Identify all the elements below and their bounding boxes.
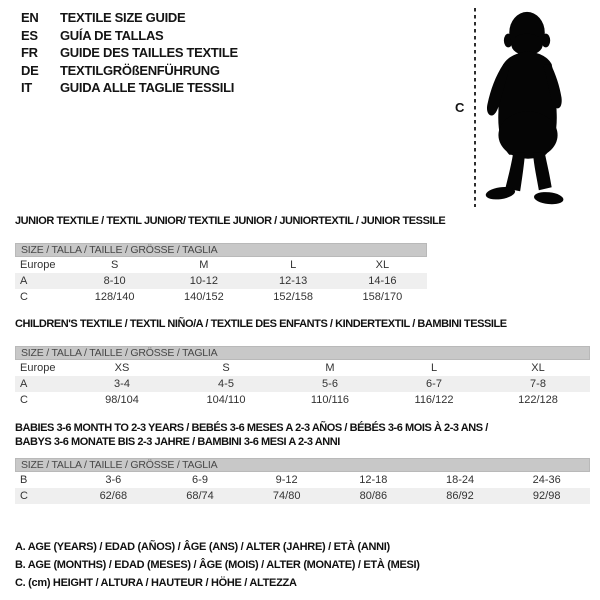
language-code: ES <box>21 27 38 43</box>
age-cell: 12-13 <box>279 275 308 287</box>
table-row-height <box>15 392 590 408</box>
table-row-europe <box>15 257 427 273</box>
table-row-height <box>15 289 427 305</box>
age-cell: 3-6 <box>105 474 122 486</box>
size-cell: L <box>430 362 438 374</box>
size-cell: XL <box>531 362 545 374</box>
table-title: JUNIOR TEXTILE / TEXTIL JUNIOR/ TEXTILE JUNIOR / JUNIORTEXTIL / JUNIOR TESSILE <box>15 215 446 227</box>
baby-silhouette-image <box>481 5 577 208</box>
age-cell: 7-8 <box>530 378 546 390</box>
footnote-height: C. (cm) HEIGHT / ALTURA / HAUTEUR / HÖHE / ALTEZZA <box>15 577 297 589</box>
row-label: A <box>20 378 28 390</box>
age-cell: 24-36 <box>532 474 561 486</box>
height-cell: 128/140 <box>94 291 135 303</box>
table-title <box>15 421 590 449</box>
height-cell: 92/98 <box>532 490 561 502</box>
language-code: DE <box>21 62 39 78</box>
age-cell: 4-5 <box>218 378 234 390</box>
height-cell: 158/170 <box>362 291 403 303</box>
size-cell: L <box>290 259 297 271</box>
babies-textile-table <box>15 421 590 504</box>
height-cell: 140/152 <box>183 291 224 303</box>
row-label: A <box>20 275 28 287</box>
age-cell: 5-6 <box>322 378 338 390</box>
age-cell: 6-9 <box>192 474 208 486</box>
height-cell: 68/74 <box>186 490 214 502</box>
height-cell: 80/86 <box>359 490 388 502</box>
size-cell: M <box>325 362 335 374</box>
height-cell: 152/158 <box>273 291 313 303</box>
childrens-textile-table <box>15 317 590 408</box>
age-cell: 10-12 <box>189 275 218 287</box>
size-header-bar: SIZE / TALLA / TAILLE / GRÖSSE / TAGLIA <box>15 458 590 472</box>
language-code: IT <box>21 80 32 96</box>
language-row-es <box>21 27 238 45</box>
language-title: GUIDA ALLE TAGLIE TESSILI <box>60 80 235 96</box>
junior-textile-table <box>15 214 446 305</box>
size-cell: S <box>222 362 230 374</box>
baby-height-figure <box>440 0 600 215</box>
row-label: B <box>20 474 28 486</box>
language-row-it <box>21 79 238 97</box>
age-cell: 6-7 <box>426 378 442 390</box>
height-cell: 116/122 <box>414 394 454 406</box>
table-row-height <box>15 488 590 504</box>
height-measure-label: C <box>455 100 465 115</box>
height-cell: 122/128 <box>518 394 558 406</box>
footnote-age-months: B. AGE (MONTHS) / EDAD (MESES) / ÂGE (MOIS) / ALTER (MONATE) / ETÀ (MESI) <box>15 559 420 571</box>
height-dashed-line <box>474 8 476 207</box>
row-label: C <box>20 394 28 406</box>
language-title-list <box>21 9 238 97</box>
language-title: TEXTILE SIZE GUIDE <box>60 10 186 26</box>
size-cell: XL <box>375 259 390 271</box>
table-title-line2: BABYS 3-6 MONATE BIS 2-3 JAHRE / BAMBINI 3-6 MESI A 2-3 ANNI <box>15 436 340 448</box>
language-code: EN <box>21 10 39 26</box>
size-cell: M <box>199 259 209 271</box>
row-label: C <box>20 291 28 303</box>
language-row-de <box>21 62 238 80</box>
language-title: GUÍA DE TALLAS <box>60 27 164 43</box>
height-cell: 86/92 <box>446 490 474 502</box>
table-row-age <box>15 376 590 392</box>
language-title: GUIDE DES TAILLES TEXTILE <box>60 45 238 61</box>
height-cell: 104/110 <box>206 394 246 406</box>
age-cell: 9-12 <box>275 474 298 486</box>
size-header-bar: SIZE / TALLA / TAILLE / GRÖSSE / TAGLIA <box>15 243 427 257</box>
age-cell: 14-16 <box>368 275 397 287</box>
height-cell: 62/68 <box>99 490 128 502</box>
language-title: TEXTILGRÖßENFÜHRUNG <box>60 62 220 78</box>
size-cell: XS <box>114 362 130 374</box>
age-cell: 12-18 <box>359 474 388 486</box>
table-row-europe <box>15 360 590 376</box>
table-row-age <box>15 273 427 289</box>
language-row-en <box>21 9 238 27</box>
height-cell: 98/104 <box>105 394 139 406</box>
row-label: Europe <box>20 362 56 374</box>
footnote-age-years: A. AGE (YEARS) / EDAD (AÑOS) / ÂGE (ANS) / ALTER (JAHRE) / ETÀ (ANNI) <box>15 541 390 553</box>
row-label: C <box>20 490 28 502</box>
size-header-bar: SIZE / TALLA / TAILLE / GRÖSSE / TAGLIA <box>15 346 590 360</box>
table-row-age-months <box>15 472 590 488</box>
age-cell: 3-4 <box>114 378 130 390</box>
table-title: CHILDREN'S TEXTILE / TEXTIL NIÑO/A / TEXTILE DES ENFANTS / KINDERTEXTIL / BAMBINI TESSILE <box>15 318 507 330</box>
legend-footnotes <box>15 538 420 592</box>
height-cell: 110/116 <box>310 394 350 406</box>
language-code: FR <box>21 45 38 61</box>
language-row-fr <box>21 44 238 62</box>
height-cell: 74/80 <box>272 490 301 502</box>
age-cell: 8-10 <box>103 275 126 287</box>
row-label: Europe <box>20 259 56 271</box>
table-title-line1: BABIES 3-6 MONTH TO 2-3 YEARS / BEBÉS 3-6 MESES A 2-3 AÑOS / BÉBÉS 3-6 MOIS À 2-3 ANS / <box>15 422 488 434</box>
age-cell: 18-24 <box>445 474 475 486</box>
size-cell: S <box>110 259 119 271</box>
